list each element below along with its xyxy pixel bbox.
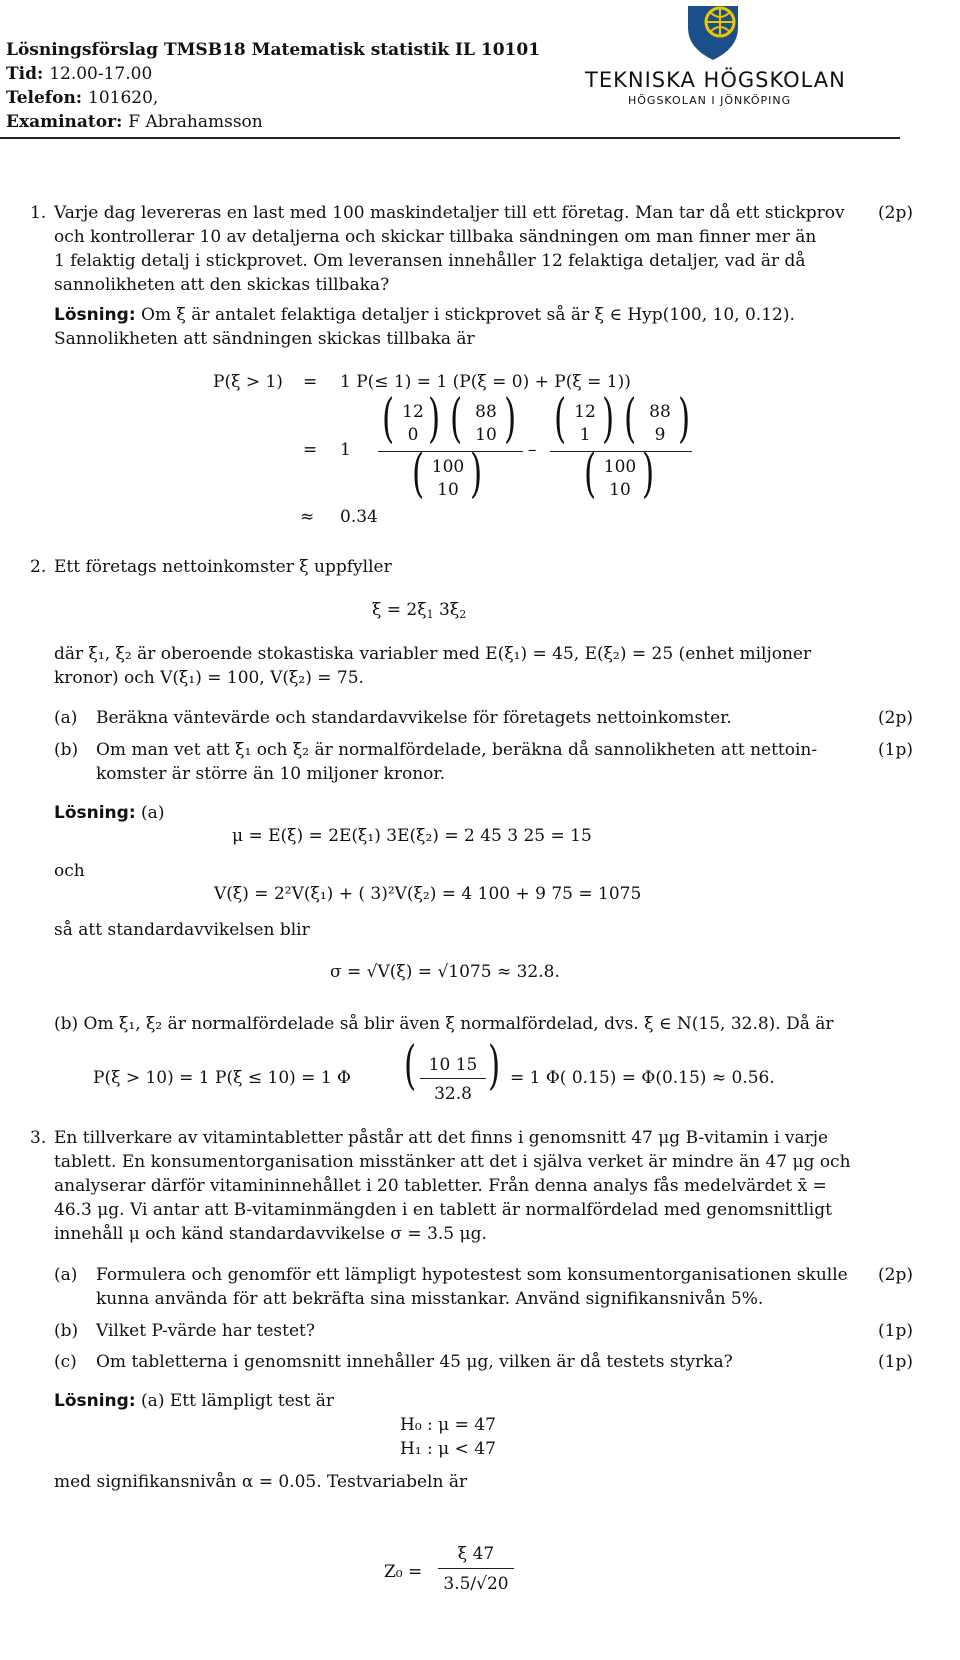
q3-z-lhs: Z₀ = bbox=[384, 1562, 423, 1582]
q3-z-numerator: ξ 47 bbox=[457, 1544, 495, 1564]
q3-solution-text: (a) Ett lämpligt test är bbox=[141, 1391, 335, 1411]
paren-right: ) bbox=[470, 444, 483, 504]
q3-a-text-line1: Formulera och genomför ett lämpligt hypotestest som konsumentorganisationen skulle bbox=[96, 1265, 848, 1285]
q1-solution-line2: Sannolikheten att sändningen skickas tillbaka är bbox=[54, 329, 475, 349]
binom-den2-bottom: 10 bbox=[609, 480, 631, 500]
paren-left: ( bbox=[554, 389, 567, 449]
q3-text-line5: innehåll μ och känd standardavvikelse σ = 3.5 μg. bbox=[54, 1224, 487, 1244]
q2-number: 2. bbox=[30, 557, 47, 577]
q2-def-part2: 3ξ bbox=[433, 600, 460, 620]
paren-left: ( bbox=[382, 389, 395, 449]
q2-b-label: (b) bbox=[54, 740, 79, 760]
logo-title: TEKNISKA HÖGSKOLAN bbox=[585, 68, 846, 92]
q3-b-points: (1p) bbox=[878, 1321, 913, 1341]
examinator-value: F Abrahamsson bbox=[128, 112, 263, 132]
q3-text-line2: tablett. En konsumentorganisation misstänker att det i själva verket är mindre än 47 μg och bbox=[54, 1152, 851, 1172]
fraction-line bbox=[378, 451, 523, 452]
binom-den1-bottom: 10 bbox=[437, 480, 459, 500]
binom-d-top: 88 bbox=[649, 402, 671, 422]
q2-b-text-line2: komster är större än 10 miljoner kronor. bbox=[96, 764, 446, 784]
q1-eq2-equals: = bbox=[303, 440, 318, 460]
q1-text-line2: och kontrollerar 10 av detaljerna och skickar tillbaka sändningen om man finner mer än bbox=[54, 227, 817, 247]
q3-a-text-line2: kunna använda för att bekräfta sina misstankar. Använd signifikansnivån 5%. bbox=[96, 1289, 764, 1309]
q2-solution bbox=[54, 803, 164, 823]
q2-prob-rhs: = 1 Φ( 0.15) = Φ(0.15) ≈ 0.56. bbox=[510, 1068, 775, 1088]
q3-b-text: Vilket P-värde har testet? bbox=[96, 1321, 315, 1341]
telefon-label: Telefon: bbox=[6, 88, 83, 108]
q2-a-label: (a) bbox=[54, 708, 78, 728]
q3-z-denominator: 3.5/√20 bbox=[443, 1574, 509, 1594]
q3-a-points: (2p) bbox=[878, 1265, 913, 1285]
q2-solution-label: Lösning: bbox=[54, 803, 136, 823]
q2-intro: Ett företags nettoinkomster ξ uppfyller bbox=[54, 557, 392, 577]
paren-right: ) bbox=[428, 389, 441, 449]
q3-b-label: (b) bbox=[54, 1321, 79, 1341]
paren-right: ) bbox=[602, 389, 615, 449]
binom-den1-top: 100 bbox=[431, 457, 465, 477]
q2-b-text-line1: Om man vet att ξ₁ och ξ₂ är normalfördelade, beräkna då sannolikheten att nettoin- bbox=[96, 740, 818, 760]
q1-points: (2p) bbox=[878, 203, 913, 223]
paren-left: ( bbox=[412, 444, 425, 504]
q2-definition: $\xi = 2\xi_1$ $3\xi_2$ bbox=[372, 600, 467, 621]
paren-left: ( bbox=[450, 389, 463, 449]
q3-significance: med signifikansnivån α = 0.05. Testvariabeln är bbox=[54, 1472, 468, 1492]
q2-solution-a: (a) bbox=[141, 803, 165, 823]
paren-right: ) bbox=[642, 444, 655, 504]
q3-c-points: (1p) bbox=[878, 1352, 913, 1372]
q3-solution bbox=[54, 1391, 334, 1411]
q2-a-text: Beräkna väntevärde och standardavvikelse för företagets nettoinkomster. bbox=[96, 708, 732, 728]
q2-a-points: (2p) bbox=[878, 708, 913, 728]
tid-label: Tid: bbox=[6, 64, 44, 84]
q3-text-line4: 46.3 μg. Vi antar att B-vitaminmängden i en tablett är normalfördelad med genomsnittligt bbox=[54, 1200, 832, 1220]
q3-text-line3: analyserar därför vitamininnehållet i 20 tabletter. Från denna analys fås medelvärdet x̄ = bbox=[54, 1176, 827, 1196]
paren-right: ) bbox=[488, 1036, 501, 1096]
q2-variance-equation: V(ξ) = 2²V(ξ₁) + ( 3)²V(ξ₂) = 4 100 + 9 75 = 1075 bbox=[214, 884, 642, 904]
paren-right: ) bbox=[678, 389, 691, 449]
fraction-line bbox=[438, 1568, 514, 1569]
q1-text-line1: Varje dag levereras en last med 100 maskindetaljer till ett företag. Man tar då ett stickprov bbox=[54, 203, 845, 223]
binom-b-bottom: 10 bbox=[475, 425, 497, 445]
binom-d-bottom: 9 bbox=[654, 425, 666, 445]
q2-sigma-equation: σ = √V(ξ) = √1075 ≈ 32.8. bbox=[330, 962, 560, 982]
examinator-label: Examinator: bbox=[6, 112, 123, 132]
paren-left: ( bbox=[624, 389, 637, 449]
q3-c-label: (c) bbox=[54, 1352, 77, 1372]
q1-solution-label: Lösning: bbox=[54, 305, 136, 325]
telefon-line bbox=[6, 86, 158, 110]
q2-frac-numerator: 10 15 bbox=[428, 1055, 478, 1075]
q1-eq3-approx: ≈ bbox=[300, 507, 315, 527]
binom-a-top: 12 bbox=[402, 402, 424, 422]
q2-sa-att: så att standardavvikelsen blir bbox=[54, 920, 310, 940]
q2-och: och bbox=[54, 861, 85, 881]
q3-number: 3. bbox=[30, 1128, 47, 1148]
q2-def-part1: ξ = 2ξ bbox=[372, 600, 427, 620]
q2-b-points: (1p) bbox=[878, 740, 913, 760]
q1-eq3-value: 0.34 bbox=[340, 507, 378, 527]
fraction-line bbox=[420, 1078, 486, 1079]
binom-c-bottom: 1 bbox=[579, 425, 591, 445]
q1-eq2-one: 1 bbox=[340, 440, 351, 460]
paren-right: ) bbox=[504, 389, 517, 449]
paren-left: ( bbox=[584, 444, 597, 504]
university-logo-icon bbox=[682, 0, 752, 62]
q1-minus: – bbox=[528, 440, 537, 460]
q1-text-line3: 1 felaktig detalj i stickprovet. Om leveransen innehåller 12 felaktiga detaljer, vad är då bbox=[54, 251, 806, 271]
binom-c-top: 12 bbox=[574, 402, 596, 422]
q3-solution-label: Lösning: bbox=[54, 1391, 136, 1411]
q3-h0: H₀ : μ = 47 bbox=[400, 1415, 496, 1435]
doc-title: Lösningsförslag TMSB18 Matematisk statistik IL 10101 bbox=[6, 40, 541, 60]
binom-den2-top: 100 bbox=[603, 457, 637, 477]
q3-h1: H₁ : μ < 47 bbox=[400, 1439, 496, 1459]
tid-line bbox=[6, 62, 152, 86]
q3-text-line1: En tillverkare av vitamintabletter påstår att det finns i genomsnitt 47 μg B-vitamin i varje bbox=[54, 1128, 829, 1148]
q1-eq1-lhs: P(ξ > 1) bbox=[213, 372, 283, 392]
q3-c-text: Om tabletterna i genomsnitt innehåller 45 μg, vilken är då testets styrka? bbox=[96, 1352, 733, 1372]
q2-frac-denominator: 32.8 bbox=[434, 1084, 472, 1104]
binom-a-bottom: 0 bbox=[407, 425, 419, 445]
fraction-line bbox=[550, 451, 692, 452]
q1-solution bbox=[54, 305, 795, 325]
paren-left: ( bbox=[404, 1036, 417, 1096]
tid-value: 12.00-17.00 bbox=[49, 64, 153, 84]
q2-prob-lhs: P(ξ > 10) = 1 P(ξ ≤ 10) = 1 Φ bbox=[93, 1068, 351, 1088]
q2-text-line1: där ξ₁, ξ₂ är oberoende stokastiska variabler med E(ξ₁) = 45, E(ξ₂) = 25 (enhet miljoner bbox=[54, 644, 812, 664]
q2-mu-equation: μ = E(ξ) = 2E(ξ₁) 3E(ξ₂) = 2 45 3 25 = 15 bbox=[232, 826, 592, 846]
q2-text-line2: kronor) och V(ξ₁) = 100, V(ξ₂) = 75. bbox=[54, 668, 364, 688]
header-rule bbox=[0, 137, 900, 139]
examinator-line bbox=[6, 110, 263, 134]
telefon-value: 101620, bbox=[88, 88, 159, 108]
binom-b-top: 88 bbox=[475, 402, 497, 422]
q2-solution-b: (b) Om ξ₁, ξ₂ är normalfördelade så blir även ξ normalfördelad, dvs. ξ ∈ N(15, 32.8). Då är bbox=[54, 1014, 834, 1034]
q1-eq1-rhs: 1 P(≤ 1) = 1 (P(ξ = 0) + P(ξ = 1)) bbox=[340, 372, 631, 392]
logo-subtitle: HÖGSKOLAN I JÖNKÖPING bbox=[628, 94, 792, 107]
q1-eq1-equals: = bbox=[303, 372, 318, 392]
q1-solution-line1: Om ξ är antalet felaktiga detaljer i stickprovet så är ξ ∈ Hyp(100, 10, 0.12). bbox=[141, 305, 795, 325]
q3-a-label: (a) bbox=[54, 1265, 78, 1285]
q1-number: 1. bbox=[30, 203, 47, 223]
q1-text-line4: sannolikheten att den skickas tillbaka? bbox=[54, 275, 390, 295]
